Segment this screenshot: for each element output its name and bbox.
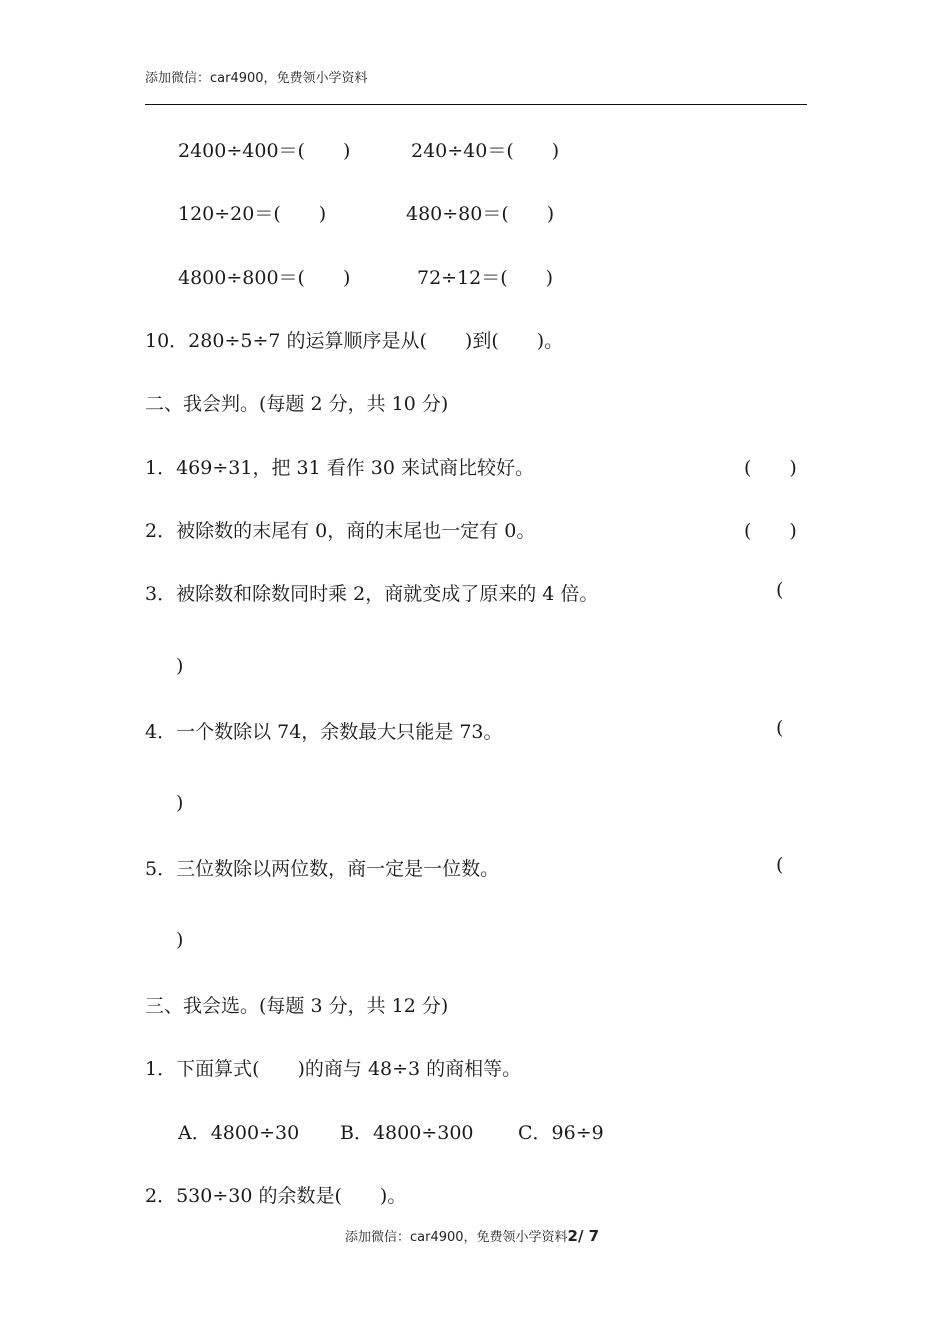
judge-item-3-answer-close: ) [176, 655, 184, 677]
page-header: 添加微信：car4900，免费领小学资料 [145, 71, 368, 86]
choice-option-c: C．96÷9 [518, 1122, 604, 1144]
judge-item-5: 5．三位数除以两位数，商一定是一位数。 [145, 858, 500, 880]
calc-row-1-left: 2400÷400＝( ) [178, 140, 351, 162]
judge-item-4-answer-close: ) [176, 792, 184, 814]
page-footer [345, 1226, 599, 1245]
calc-row-3-left: 4800÷800＝( ) [178, 267, 351, 289]
footer-text: 添加微信：car4900，免费领小学资料 [345, 1230, 568, 1245]
section-2-title: 二、我会判。(每题 2 分，共 10 分) [145, 393, 449, 415]
judge-item-4: 4．一个数除以 74，余数最大只能是 73。 [145, 721, 503, 743]
judge-item-4-answer-open: ( [776, 717, 784, 739]
choice-option-b: B．4800÷300 [340, 1122, 474, 1144]
judge-item-3: 3．被除数和除数同时乘 2，商就变成了原来的 4 倍。 [145, 583, 599, 605]
judge-item-3-answer-open: ( [776, 579, 784, 601]
page-number: 2/ 7 [567, 1227, 600, 1245]
judge-item-1: 1．469÷31，把 31 看作 30 来试商比较好。 [145, 457, 534, 479]
choice-option-a: A．4800÷30 [178, 1122, 300, 1144]
calc-row-2-right: 480÷80＝( ) [406, 203, 555, 225]
calc-row-2-left: 120÷20＝( ) [178, 203, 327, 225]
judge-item-2-answer: ( ) [744, 520, 797, 542]
calc-row-1-right: 240÷40＝( ) [411, 140, 560, 162]
judge-item-5-answer-close: ) [176, 929, 184, 951]
header-rule [145, 104, 807, 105]
judge-item-2: 2．被除数的末尾有 0，商的末尾也一定有 0。 [145, 520, 536, 542]
section-3-title: 三、我会选。(每题 3 分，共 12 分) [145, 995, 449, 1017]
question-10: 10．280÷5÷7 的运算顺序是从( )到( )。 [145, 330, 564, 352]
judge-item-5-answer-open: ( [776, 854, 784, 876]
choice-question-1: 1．下面算式( )的商与 48÷3 的商相等。 [145, 1058, 522, 1080]
judge-item-1-answer: ( ) [744, 457, 797, 479]
calc-row-3-right: 72÷12＝( ) [417, 267, 554, 289]
choice-question-2: 2．530÷30 的余数是( )。 [145, 1185, 407, 1207]
